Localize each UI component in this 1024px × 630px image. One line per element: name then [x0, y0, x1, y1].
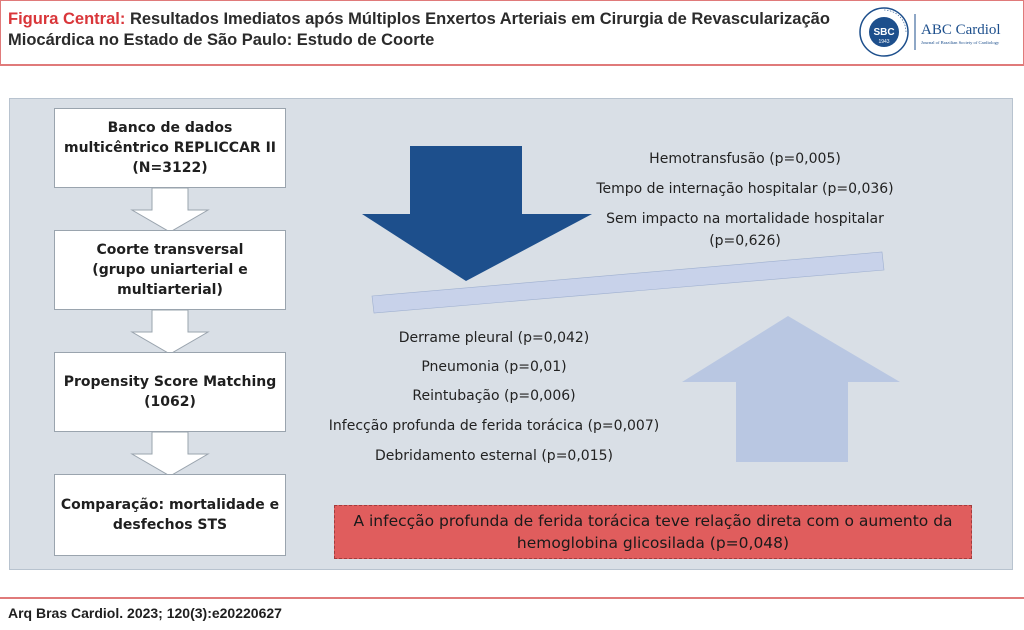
flow-arrow-down-icon — [132, 188, 208, 232]
outcome-top-item: Tempo de internação hospitalar (p=0,036) — [596, 181, 894, 197]
flow-box-line: Comparação: mortalidade e — [60, 497, 280, 513]
outcome-bottom-item: Pneumonia (p=0,01) — [421, 359, 567, 375]
flow-box-line: (N=3122) — [132, 160, 208, 176]
flow-box-line: desfechos STS — [112, 517, 228, 533]
outcome-top-item: Hemotransfusão (p=0,005) — [649, 151, 841, 167]
flow-box-database — [54, 108, 286, 188]
flow-box-line: Coorte transversal — [96, 242, 244, 258]
dark-down-arrow-icon — [362, 146, 592, 281]
flow-arrow-down-icon — [132, 432, 208, 476]
citation-footer: Arq Bras Cardiol. 2023; 120(3):e20220627 — [8, 605, 282, 621]
flow-box-line: (grupo uniarterial e — [92, 262, 248, 278]
flow-box-cohort — [54, 230, 286, 310]
outcome-bottom-item: Reintubação (p=0,006) — [412, 388, 576, 404]
seal-text: SBC — [873, 27, 895, 38]
flow-box-comparison — [54, 474, 286, 556]
outcome-bottom-item: Derrame pleural (p=0,042) — [398, 330, 590, 346]
figure-label: Figura Central: — [8, 10, 126, 28]
flow-box-line: Propensity Score Matching — [63, 374, 277, 390]
flow-arrow-down-icon — [132, 310, 208, 354]
outcome-bottom-item: Debridamento esternal (p=0,015) — [375, 448, 613, 464]
flow-box-matching — [54, 352, 286, 432]
highlight-note: A infecção profunda de ferida torácica teve relação direta com o aumento da hemoglobina glicosilada (p=0,048) — [334, 505, 972, 559]
outcome-top-item: Sem impacto na mortalidade hospitalar — [606, 211, 884, 227]
flow-box-line: Banco de dados — [107, 120, 233, 136]
flow-box-line: multiarterial) — [117, 282, 223, 298]
light-up-arrow-icon — [682, 316, 900, 462]
flow-box-line: (1062) — [144, 394, 196, 410]
outcome-bottom-item: Infecção profunda de ferida torácica (p=0,007) — [328, 418, 660, 434]
footer-divider — [0, 597, 1024, 599]
seal-year: 1943 — [878, 39, 890, 45]
journal-subtitle: Journal of Brazilian Society of Cardiology — [921, 40, 1000, 45]
outcome-top-item: (p=0,626) — [709, 233, 781, 249]
figure-title: Resultados Imediatos após Múltiplos Enxertos Arteriais em Cirurgia de Revascularização Miocárdica no Estado de São Paulo: Estudo de Coorte — [8, 10, 830, 49]
journal-name: ABC Cardiol — [921, 22, 1001, 38]
flow-box-line: multicêntrico REPLICCAR II — [64, 140, 276, 156]
